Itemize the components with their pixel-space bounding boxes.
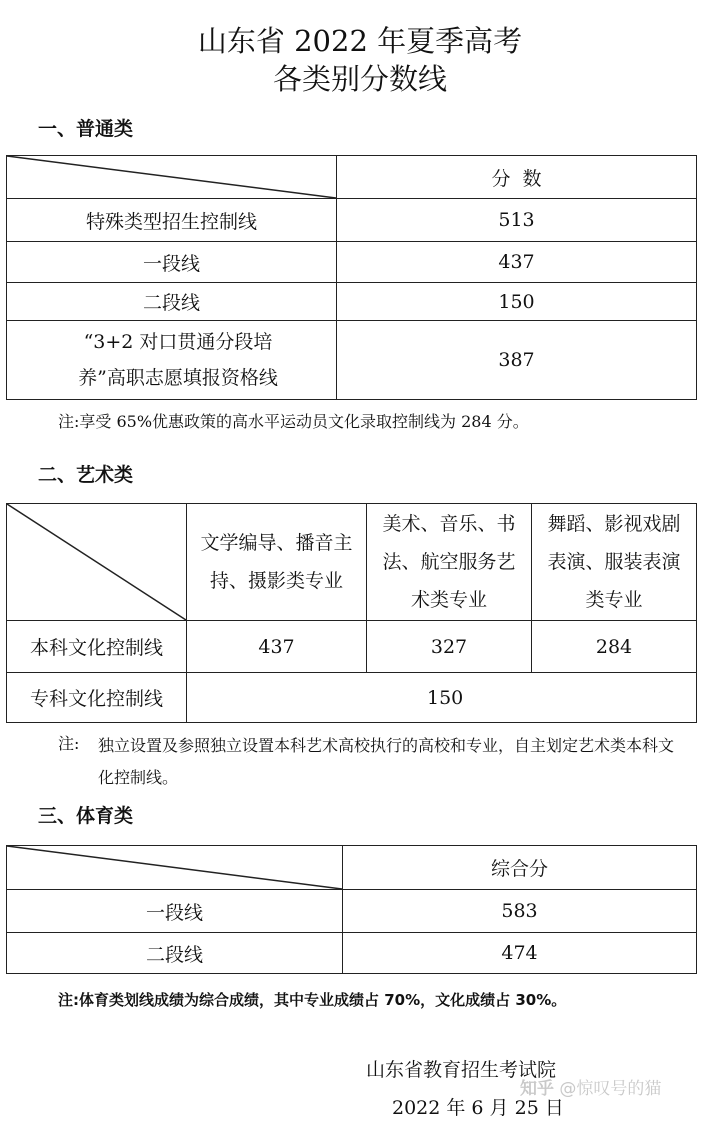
zhihu-logo: 知乎 [520,1079,554,1099]
row-label: 二段线 [7,283,337,321]
row-score: 437 [187,621,367,673]
row-score: 437 [337,242,697,283]
art-column-header: 文学编导、播音主持、摄影类专业 [187,504,367,621]
watermark-handle: @惊叹号的猫 [559,1079,662,1099]
section-heading-art: 二、艺术类 [38,464,134,486]
row-score: 387 [337,321,697,400]
row-label: “3+2 对口贯通分段培养”高职志愿填报资格线 [7,321,337,400]
row-score: 513 [337,199,697,242]
table-row [7,283,697,321]
general-score-table [6,155,697,400]
diagonal-header-cell [7,504,187,621]
sports-note: 注:体育类划线成绩为综合成绩，其中专业成绩占 70%，文化成绩占 30%。 [58,991,567,1009]
row-score: 327 [367,621,532,673]
art-score-table [6,503,697,723]
row-score: 150 [187,673,697,723]
row-label: 本科文化控制线 [7,621,187,673]
row-score: 583 [343,890,697,933]
art-note [58,730,688,794]
diagonal-header-cell [7,156,337,199]
row-label: 二段线 [7,933,343,974]
row-label: 一段线 [7,890,343,933]
document-title-line1: 山东省 2022 年夏季高考 [197,24,523,58]
issuer: 山东省教育招生考试院 [366,1059,557,1081]
general-note: 注:享受 65%优惠政策的高水平运动员文化录取控制线为 284 分。 [58,412,529,431]
note-prefix: 注: [58,734,80,753]
table-row [7,242,697,283]
score-header: 综合分 [343,846,697,890]
table-row [7,673,697,723]
note-text: 独立设置及参照独立设置本科艺术高校执行的高校和专业，自主划定艺术类本科文化控制线。 [98,736,675,787]
score-header: 分 数 [337,156,697,199]
table-row [7,890,697,933]
table-row [7,933,697,974]
diagonal-header-cell [7,846,343,890]
row-label: 专科文化控制线 [7,673,187,723]
table-row [7,199,697,242]
art-column-header: 美术、音乐、书法、航空服务艺术类专业 [367,504,532,621]
watermark [520,1074,661,1099]
table-header-row [7,504,697,621]
table-row [7,621,697,673]
document-title-line2: 各类别分数线 [272,62,447,96]
table-header-row [7,156,697,199]
art-column-header: 舞蹈、影视戏剧表演、服装表演类专业 [532,504,697,621]
row-score: 150 [337,283,697,321]
issue-date: 2022 年 6 月 25 日 [392,1097,564,1119]
row-score: 284 [532,621,697,673]
section-heading-general: 一、普通类 [38,118,134,140]
row-score: 474 [343,933,697,974]
table-header-row [7,846,697,890]
row-label: 特殊类型招生控制线 [7,199,337,242]
row-label: 一段线 [7,242,337,283]
sports-score-table [6,845,697,974]
section-heading-sports: 三、体育类 [38,805,134,827]
table-row [7,321,697,400]
